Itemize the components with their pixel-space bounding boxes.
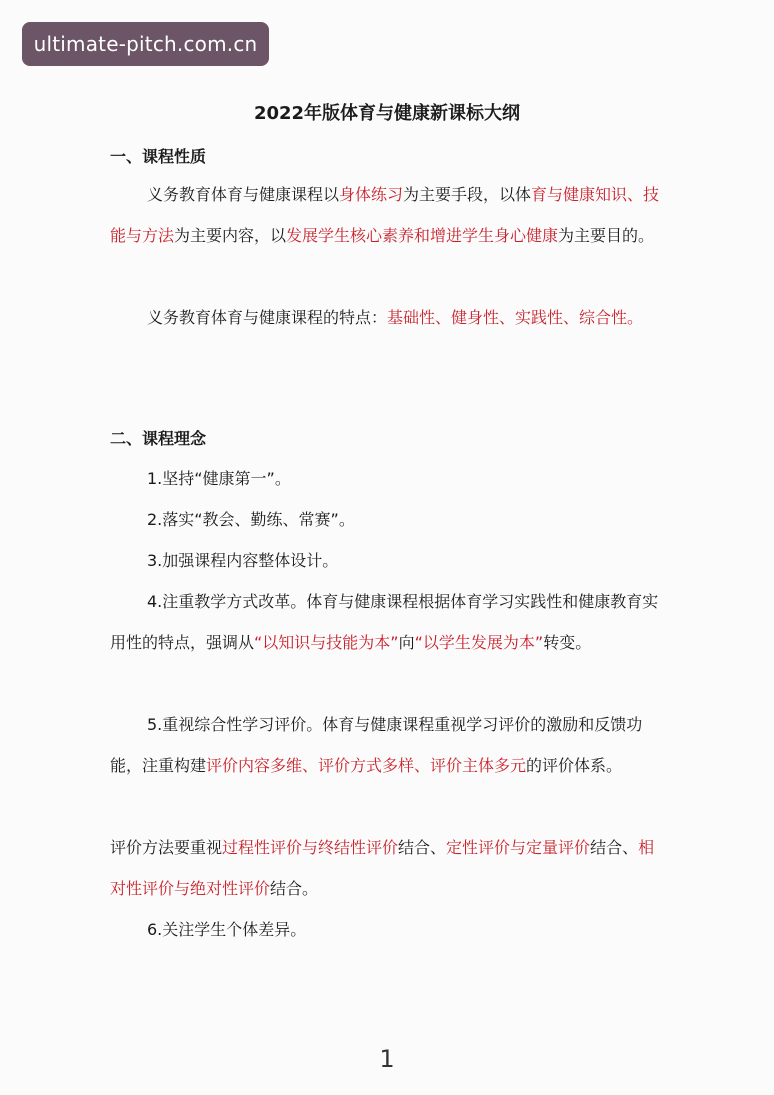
highlight-text: 身体练习 [339,185,404,204]
highlight-text: 相对性评价与绝对性评价 [110,838,655,898]
text-segment: 义务教育体育与健康课程以 [147,185,340,204]
list-item-1: 1.坚持“健康第一”。 [147,469,291,488]
list-item-5 [110,704,670,786]
text-segment: 结合。 [270,879,319,898]
section-heading-course-philosophy: 二、课程理念 [110,429,207,448]
list-item-3: 3.加强课程内容整体设计。 [147,551,339,570]
paragraph-course-features [110,297,670,338]
highlight-text: 发展学生核心素养和增进学生身心健康 [286,226,559,245]
highlight-text: “以学生发展为本” [414,633,544,652]
text-segment: 向 [398,633,415,652]
text-segment: 4.注重教学方式改革。体育与健康课程根据体育学习实践性和健康教育实用性的特点，强调从 [110,592,659,652]
text-segment: 结合、 [398,838,447,857]
highlight-text: 评价内容多维、评价方式多样、评价主体多元 [206,756,527,775]
text-segment: 为主要目的。 [558,226,655,245]
list-item-2: 2.落实“教会、勤练、常赛”。 [147,510,355,529]
highlight-text: 过程性评价与终结性评价 [222,838,399,857]
paragraph-course-nature [110,174,670,256]
highlight-text: “以知识与技能为本” [254,633,399,652]
list-item-6: 6.关注学生个体差异。 [147,920,307,939]
page-number: 1 [379,1045,395,1073]
text-segment: 结合、 [590,838,639,857]
highlight-text: 定性评价与定量评价 [446,838,591,857]
watermark: ultimate-pitch.com.cn [22,22,269,66]
text-segment: 5.重视综合性学习评价。体育与健康课程重视学习评价的激励和反馈功能，注重构建 [110,715,643,775]
text-segment: 转变。 [543,633,592,652]
text-segment: 为主要内容，以 [174,226,287,245]
highlight-text: 育与健康知识、技能与方法 [110,185,660,245]
paragraph-evaluation-methods [110,827,670,909]
section-heading-course-nature: 一、课程性质 [110,147,207,166]
text-segment: 评价方法要重视 [110,838,223,857]
text-segment: 的评价体系。 [526,756,623,775]
text-segment: 为主要手段，以体 [403,185,532,204]
text-segment: 义务教育体育与健康课程的特点： [147,308,388,327]
document-title: 2022年版体育与健康新课标大纲 [253,103,521,124]
highlight-text: 基础性、健身性、实践性、综合性。 [387,308,644,327]
list-item-4 [110,581,670,663]
